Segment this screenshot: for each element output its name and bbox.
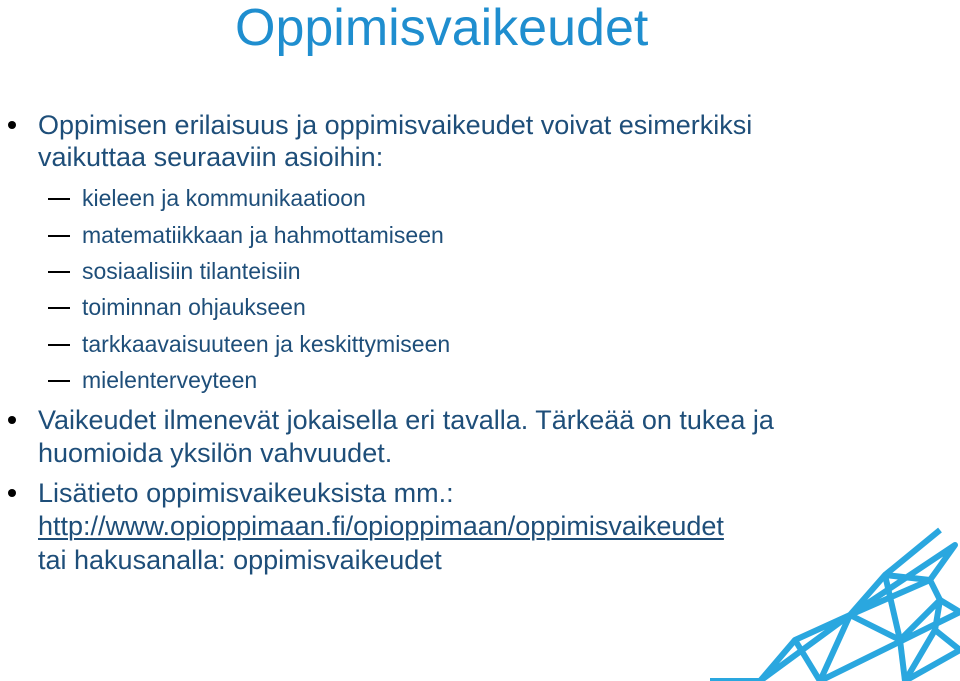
bullet-3-line-3: tai hakusanalla: oppimisvaikeudet — [38, 545, 442, 575]
slide-title: Oppimisvaikeudet — [235, 0, 649, 57]
decorative-crystal-pattern — [700, 520, 960, 681]
subitem-5: tarkkaavaisuuteen ja keskittymiseen — [82, 331, 451, 357]
dash-icon — [48, 271, 70, 273]
subitem-1: kieleen ja kommunikaatioon — [82, 185, 366, 211]
bullet-1-line-2: vaikuttaa seuraaviin asioihin: — [38, 142, 384, 172]
bullet-3-line-1: Lisätieto oppimisvaikeuksista mm.: — [38, 478, 454, 508]
bullet-icon — [8, 121, 16, 129]
subitem-6: mielenterveyteen — [82, 367, 258, 393]
bullet-1-line-1: Oppimisen erilaisuus ja oppimisvaikeudet voivat esimerkiksi — [38, 110, 753, 140]
bullet-icon — [8, 416, 16, 424]
bullet-2-line-2: huomioida yksilön vahvuudet. — [38, 438, 393, 468]
dash-icon — [48, 235, 70, 237]
bullet-2-line-1: Vaikeudet ilmenevät jokaisella eri tavalla. Tärkeää on tukea ja — [38, 405, 774, 435]
info-link[interactable]: http://www.opioppimaan.fi/opioppimaan/oppimisvaikeudet — [38, 511, 724, 541]
subitem-3: sosiaalisiin tilanteisiin — [82, 258, 301, 284]
dash-icon — [48, 344, 70, 346]
bullet-icon — [8, 489, 16, 497]
dash-icon — [48, 198, 70, 200]
subitem-2: matematiikkaan ja hahmottamiseen — [82, 222, 444, 248]
subitem-4: toiminnan ohjaukseen — [82, 294, 306, 320]
dash-icon — [48, 380, 70, 382]
dash-icon — [48, 307, 70, 309]
